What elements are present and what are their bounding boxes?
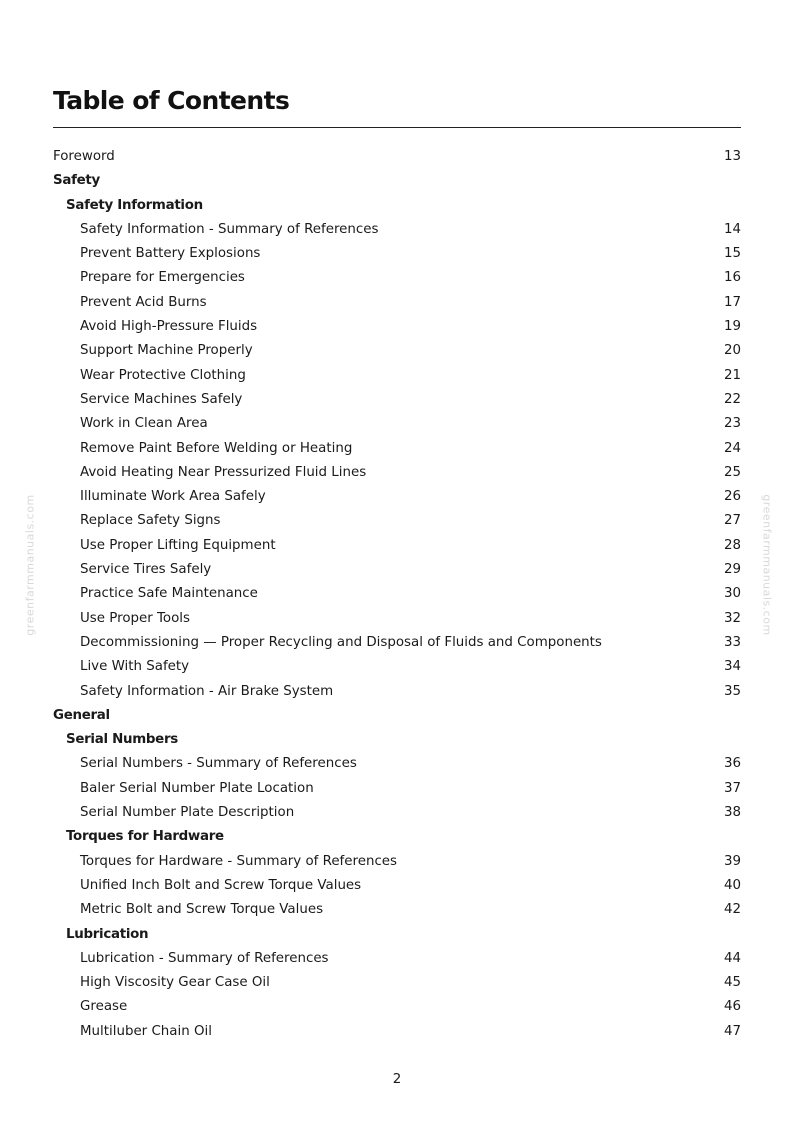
toc-entry-page: 34 [723,659,741,675]
toc-entry-title: Practice Safe Maintenance [80,586,258,602]
toc-entry-title: Serial Numbers - Summary of References [80,756,357,772]
toc-entry-title: Foreword [53,149,115,164]
toc-entry[interactable] [53,558,741,582]
toc-entry-title: Lubrication [66,926,149,942]
toc-section-heading [53,169,741,193]
toc-entry[interactable] [53,680,741,704]
toc-entry[interactable] [53,1020,741,1044]
toc-entry-page: 38 [723,805,741,821]
toc-entry-title: Support Machine Properly [80,343,253,359]
toc-entry[interactable] [53,218,741,242]
toc-entry-page: 24 [723,440,741,456]
toc-entry[interactable] [53,437,741,461]
toc-entry-title: Unified Inch Bolt and Screw Torque Values [80,877,362,893]
toc-entry-page: 35 [723,683,741,699]
toc-entry-page: 37 [723,780,741,796]
toc-entry[interactable] [53,145,741,169]
toc-list [53,145,741,1044]
toc-entry-title: Safety Information - Air Brake System [80,683,334,699]
toc-section-heading [53,194,741,218]
toc-entry-title: Use Proper Tools [80,610,191,626]
toc-section-heading [53,825,741,849]
toc-entry-title: Avoid High-Pressure Fluids [80,319,258,335]
page-title: Table of Contents [53,86,290,115]
toc-entry-title: Metric Bolt and Screw Torque Values [80,902,324,918]
toc-entry[interactable] [53,947,741,971]
toc-entry-title: Torques for Hardware - Summary of References [80,853,398,869]
toc-entry-title: Serial Number Plate Description [80,805,295,821]
toc-entry-title: General [53,707,110,723]
toc-entry-page: 19 [723,319,741,335]
toc-entry-title: Safety Information [66,197,203,213]
toc-entry-title: Service Tires Safely [80,562,212,578]
toc-entry[interactable] [53,364,741,388]
toc-entry[interactable] [53,412,741,436]
toc-entry[interactable] [53,534,741,558]
toc-entry-page: 46 [723,999,741,1015]
toc-entry-title: Prevent Battery Explosions [80,246,261,262]
toc-entry-page: 22 [723,391,741,407]
toc-entry[interactable] [53,582,741,606]
toc-entry-page: 47 [723,1023,741,1039]
toc-entry-page: 15 [723,246,741,262]
toc-entry-title: Use Proper Lifting Equipment [80,537,276,553]
toc-entry-page: 45 [723,975,741,991]
toc-entry-page: 20 [723,343,741,359]
toc-entry[interactable] [53,339,741,363]
toc-entry-page: 29 [723,562,741,578]
toc-entry-page: 30 [723,586,741,602]
toc-entry-title: Decommissioning — Proper Recycling and Disposal of Fluids and Components [80,634,602,650]
toc-entry-title: Grease [80,999,128,1015]
toc-entry-title: Multiluber Chain Oil [80,1023,212,1039]
toc-entry-title: Replace Safety Signs [80,513,221,529]
toc-entry[interactable] [53,995,741,1019]
toc-entry[interactable] [53,631,741,655]
toc-entry-title: Remove Paint Before Welding or Heating [80,440,353,456]
toc-section-heading [53,923,741,947]
toc-entry-page: 21 [723,367,741,383]
toc-entry-page: 28 [723,537,741,553]
toc-entry-title: Work in Clean Area [80,416,208,432]
toc-entry-title: Prevent Acid Burns [80,294,207,310]
toc-entry[interactable] [53,971,741,995]
toc-entry[interactable] [53,607,741,631]
toc-section-heading [53,704,741,728]
toc-entry[interactable] [53,509,741,533]
toc-entry-page: 25 [723,464,741,480]
toc-entry-page: 26 [723,489,741,505]
toc-entry-page: 27 [723,513,741,529]
toc-entry[interactable] [53,461,741,485]
toc-entry-page: 36 [723,756,741,772]
toc-entry-title: Serial Numbers [66,732,178,748]
toc-entry[interactable] [53,898,741,922]
toc-entry-title: High Viscosity Gear Case Oil [80,975,270,991]
toc-entry-page: 40 [723,877,741,893]
toc-entry-title: Baler Serial Number Plate Location [80,780,314,796]
toc-entry-title: Wear Protective Clothing [80,367,246,383]
toc-section-heading [53,728,741,752]
toc-entry[interactable] [53,315,741,339]
toc-entry[interactable] [53,777,741,801]
toc-entry-page: 23 [723,416,741,432]
toc-entry[interactable] [53,388,741,412]
toc-entry[interactable] [53,242,741,266]
toc-entry-page: 44 [723,950,741,966]
toc-entry-page: 42 [723,902,741,918]
title-divider [53,127,741,128]
toc-entry-page: 16 [723,270,741,286]
toc-entry-title: Service Machines Safely [80,391,243,407]
toc-entry[interactable] [53,291,741,315]
toc-entry-page: 13 [723,149,741,164]
toc-entry[interactable] [53,485,741,509]
toc-entry-page: 32 [723,610,741,626]
toc-entry-title: Torques for Hardware [66,829,224,845]
toc-entry[interactable] [53,655,741,679]
toc-entry[interactable] [53,801,741,825]
toc-entry-page: 39 [723,853,741,869]
toc-entry-page: 33 [723,634,741,650]
page-number: 2 [392,1072,402,1087]
toc-entry-title: Safety Information - Summary of References [80,221,379,237]
toc-entry[interactable] [53,752,741,776]
toc-entry-title: Safety [53,173,100,189]
toc-entry-title: Avoid Heating Near Pressurized Fluid Lines [80,464,367,480]
toc-entry-title: Live With Safety [80,659,190,675]
toc-entry-page: 17 [723,294,741,310]
toc-entry[interactable] [53,266,741,290]
toc-entry-title: Illuminate Work Area Safely [80,489,266,505]
toc-entry[interactable] [53,874,741,898]
toc-entry-title: Prepare for Emergencies [80,270,245,286]
toc-entry[interactable] [53,850,741,874]
toc-entry-title: Lubrication - Summary of References [80,950,329,966]
watermark-right: greenfarmmanuals.com [760,494,774,636]
toc-entry-page: 14 [723,221,741,237]
watermark-left: greenfarmmanuals.com [23,494,37,636]
